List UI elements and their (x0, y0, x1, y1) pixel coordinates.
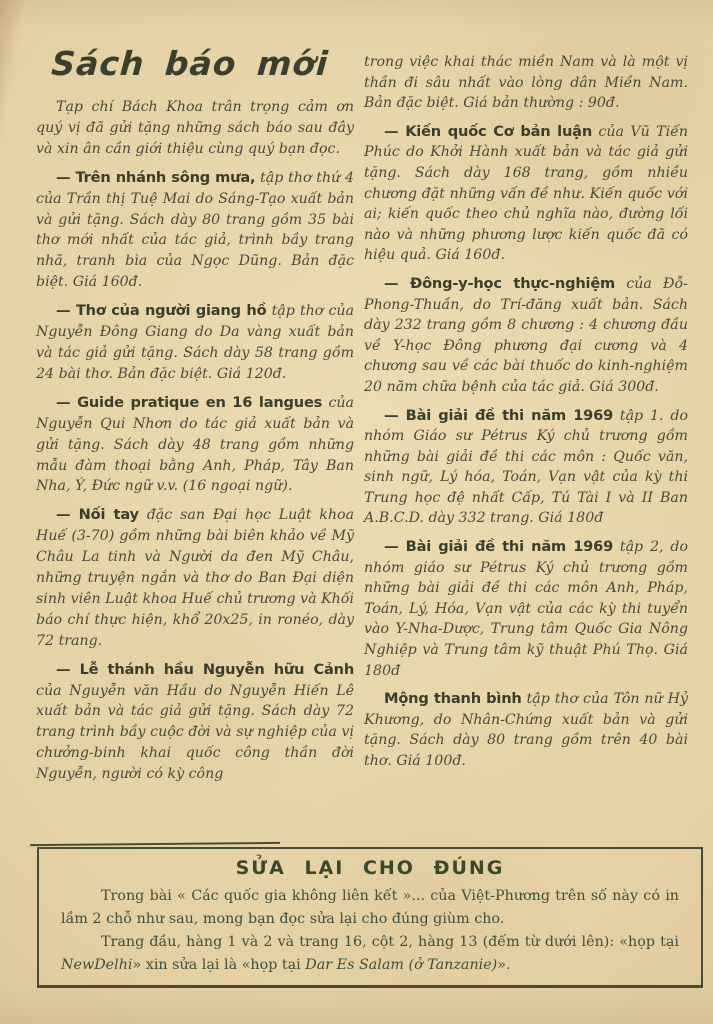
book-entry (36, 168, 354, 293)
correction-paragraph-2 (61, 931, 679, 977)
page-content (36, 44, 688, 785)
intro-paragraph: Tạp chí Bách Khoa trân trọng cảm ơn quý vị đã gửi tặng những sách báo sau đây và xin ân cần giới thiệu cùng quý bạn đọc. (36, 99, 355, 157)
book-description: tập thơ của Nguyễn Đông Giang do Da vàng xuất bản và tác giả gửi tặng. Sách dày 58 trang gồm 24 bài thơ. Bản đặc biệt. Giá 120đ. (36, 303, 355, 382)
book-title: — Guide pratique en 16 langues (56, 393, 323, 411)
correction-box (37, 847, 703, 988)
book-entry (36, 393, 354, 498)
book-title: Mộng thanh bình (384, 690, 522, 708)
book-entry (364, 406, 688, 530)
book-entry (36, 301, 354, 385)
book-description: của Vũ Tiến Phúc do Khởi Hành xuất bản và tác giả gửi tặng. Sách dày 168 trang, gồm nhiều chương đặt những vấn đề như. Kiến quốc với ai; kiến quốc theo chủ nghĩa nào, đường lối nào và những phương lược kiến quốc đã có hiệu quả. Giá 160đ. (364, 123, 688, 264)
book-description: tập thơ thứ 4 của Trần thị Tuệ Mai do Sáng-Tạo xuất bản và gửi tặng. Sách dày 80 trang gồm 35 bài thơ mới nhất của tác giả, trình bầy trang nhã, tranh bìa của Ngọc Dũng. Bản đặc biệt. Giá 160đ. (36, 169, 355, 291)
correction-paragraph-1: Trong bài « Các quốc gia không liên kết »... của Việt-Phương trên số này có in lầm 2 chỗ như sau, mong bạn đọc sửa lại cho đúng giùm cho. (61, 888, 679, 927)
book-description: của Đỗ-Phong-Thuần, do Trí-đăng xuất bản. Sách dày 232 trang gồm 8 chương : 4 chương đầu về Y-học Đông phương đại cương và 4 chương sau về các bài thuốc do kinh-nghiệm 20 năm chữa bệnh của tác giả. Giá 300đ. (364, 275, 688, 395)
book-description: tập 1. do nhóm Giáo sư Pétrus Ký chủ trương gồm những bài giải đề thi các môn : Quốc văn, sinh ngữ, Lý hóa, Toán, Vạn vật của kỳ thi Trung học đệ nhất Cấp, Tú Tài I và II Ban A.B.C.D. dày 332 trang. Giá 180đ (364, 407, 688, 527)
book-description: tập 2, do nhóm giáo sư Pétrus Ký chủ trương gồm những bài giải đề thi các môn Anh, Pháp, Toán, Lý, Hóa, Vạn vật của các kỳ thi tuyển vào Y-Nha-Dược, Trung tâm Quốc Gia Nông Nghiệp và Trung tâm kỹ thuật Phú Thọ. Giá 180đ (364, 539, 688, 679)
book-title: — Đông-y-học thực-nghiệm (384, 274, 616, 292)
book-description: của Nguyễn Qui Nhơn do tác giả xuất bản và gửi tặng. Sách dày 48 trang gồm những mẫu đàm thoại bằng Anh, Pháp, Tây Ban Nha, Ý, Đức ngữ v.v. (16 ngoại ngữ). (36, 394, 355, 495)
book-description: tập thơ của Tôn nữ Hỷ Khương, do Nhân-Chứng xuất bản và gửi tặng. Sách dày 80 trang gồm trên 40 bài thơ. Giá 100đ. (364, 691, 688, 769)
book-entry (36, 660, 354, 785)
book-description: đặc san Đại học Luật khoa Huế (3-70) gồm những bài biên khảo về Mỹ Châu La tinh và Người da đen Mỹ Châu, những truyện ngắn và thơ do Ban Đại diện sinh viên Luật khoa Huế chủ trương và Khối báo chí thực hiện, khổ 20x25, in ronéo, dày 72 trang. (36, 507, 355, 649)
correction-text: » xin sửa lại là «họp tại (132, 957, 306, 973)
correction-text: ». (497, 957, 511, 973)
correction-text: Trang đầu, hàng 1 và 2 và trang 16, cột 2, hàng 13 (đếm từ dưới lên): «họp tại (101, 934, 679, 950)
box-top-rule (30, 842, 280, 846)
book-title: — Thơ của người giang hồ (56, 302, 267, 320)
right-column (364, 44, 688, 785)
wrong-place-name: NewDelhi (61, 957, 133, 973)
book-title: — Bài giải đề thi năm 1969 (384, 406, 614, 424)
continuation-paragraph: trong việc khai thác miền Nam và là một vị thần đi sâu nhất vào lòng dân Miền Nam. Bản đặc biệt. Giá bản thường : 90đ. (364, 54, 688, 112)
book-title: — Bài giải đề thi năm 1969 (384, 538, 614, 556)
book-title: — Lễ thánh hầu Nguyễn hữu Cảnh (56, 660, 355, 678)
left-column (36, 44, 354, 785)
book-entry (364, 274, 688, 398)
book-title: — Trên nhánh sông mưa, (56, 168, 256, 186)
book-description: của Nguyễn văn Hầu do Nguyễn Hiến Lê xuất bản và tác giả gửi tặng. Sách dày 72 trang trình bầy cuộc đời và sự nghiệp của vị chưởng-binh khai quốc công thần đời Nguyễn, người có kỳ công (36, 682, 355, 783)
book-entry (364, 689, 688, 771)
book-entry (36, 505, 354, 651)
page-title: Sách báo mới (50, 44, 330, 83)
book-entry (364, 537, 688, 681)
correct-place-name: Dar Es Salam (ở Tanzanie) (305, 957, 498, 973)
book-title: — Nối tay (56, 506, 139, 524)
book-title: — Kiến quốc Cơ bản luận (384, 122, 593, 140)
book-entry (364, 122, 688, 266)
correction-box-title: SỬA LẠI CHO ĐÚNG (235, 857, 505, 879)
